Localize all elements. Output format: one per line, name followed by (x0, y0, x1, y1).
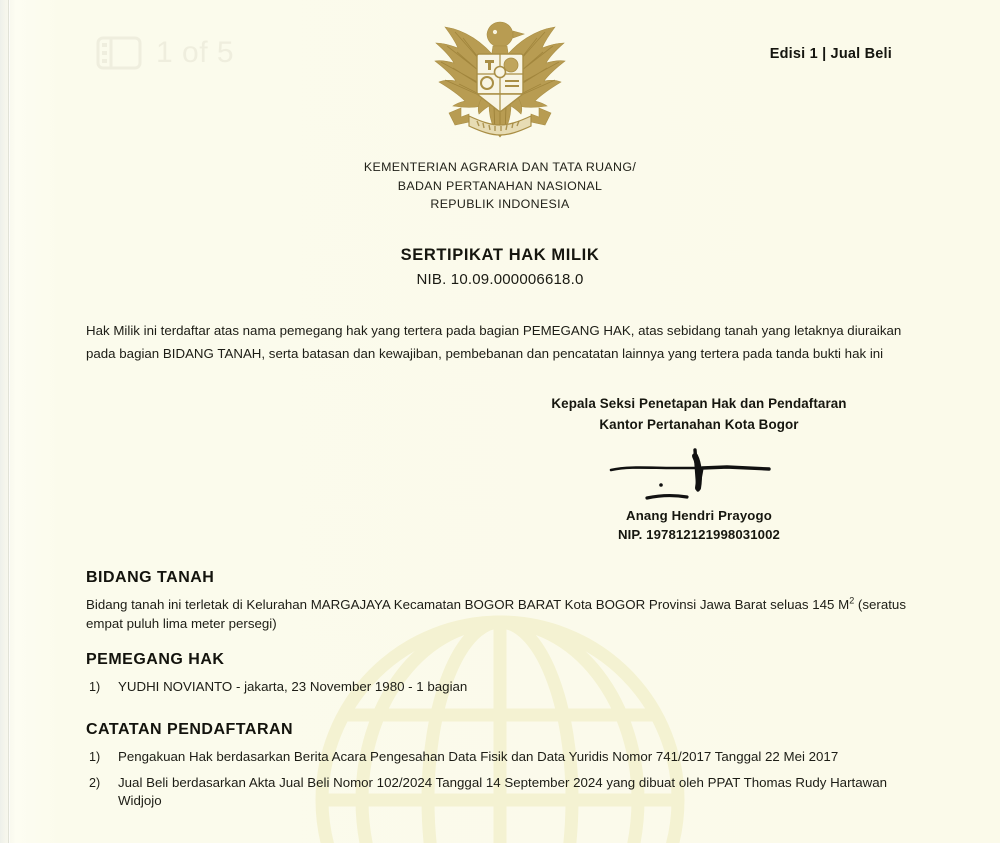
ministry-header (0, 158, 1000, 214)
bidang-tanah-text-before-unit: Bidang tanah ini terletak di Kelurahan MARGAJAYA Kecamatan BOGOR BARAT Kota BOGOR Provinsi Jawa Barat seluas 145 M (86, 597, 850, 612)
officer-nip: NIP. 197812121998031002 (618, 527, 780, 542)
section-heading-pemegang-hak: PEMEGANG HAK (86, 651, 225, 668)
section-heading-bidang-tanah: BIDANG TANAH (86, 569, 215, 586)
area-unit-superscript: 2 (849, 595, 855, 606)
edition-label: Edisi 1 | Jual Beli (769, 46, 892, 62)
list-item-text: Pengakuan Hak berdasarkan Berita Acara Pengesahan Data Fisik dan Data Yuridis Nomor 741/2017 Tanggal 22 Mei 2017 (118, 749, 839, 764)
section-catatan-pendaftaran (86, 721, 912, 811)
section-pemegang-hak (86, 651, 912, 697)
list-item (86, 748, 912, 767)
handwritten-signature (549, 444, 849, 506)
certificate-nib: NIB. 10.09.000006618.0 (416, 271, 584, 288)
garuda-pancasila-emblem (425, 8, 575, 144)
pemegang-hak-list (86, 678, 912, 697)
page-indicator[interactable] (96, 36, 234, 70)
section-bidang-tanah (86, 569, 912, 633)
certificate-title: SERTIPIKAT HAK MILIK (400, 246, 600, 264)
signature-block (549, 393, 849, 544)
bidang-tanah-text-after-unit: (seratus empat puluh lima meter persegi) (86, 597, 906, 631)
bidang-tanah-description (86, 596, 912, 633)
pages-thumbnail-icon (96, 36, 142, 70)
scan-edge-highlight (9, 0, 10, 843)
signing-office-line-2: Kantor Pertanahan Kota Bogor (599, 417, 799, 432)
catatan-pendaftaran-list (86, 748, 912, 811)
list-item-marker: 2) (89, 775, 101, 790)
list-item (86, 774, 912, 811)
list-item-text: YUDHI NOVIANTO - jakarta, 23 November 1980 - 1 bagian (118, 679, 468, 694)
page-indicator-label: 1 of 5 (156, 36, 235, 69)
section-heading-catatan-pendaftaran: CATATAN PENDAFTARAN (86, 721, 294, 738)
signing-office-line-1: Kepala Seksi Penetapan Hak dan Pendaftaran (551, 396, 847, 411)
ministry-line-2: BADAN PERTANAHAN NASIONAL (397, 178, 603, 193)
list-item-marker: 1) (89, 680, 101, 694)
list-item-marker: 1) (89, 750, 101, 764)
intro-paragraph: Hak Milik ini terdaftar atas nama pemegang hak yang tertera pada bagian PEMEGANG HAK, atas sebidang tanah yang letaknya diuraikan pada bagian BIDANG TANAH, serta batasan dan kewajiban, pembebanan dan pencatatan lainnya yang tertera pada tanda bukti hak ini (86, 323, 902, 362)
ministry-line-1: KEMENTERIAN AGRARIA DAN TATA RUANG/ (363, 160, 637, 174)
ministry-line-3: REPUBLIK INDONESIA (430, 197, 570, 211)
officer-name: Anang Hendri Prayogo (626, 508, 772, 523)
list-item (86, 678, 912, 697)
list-item-text: Jual Beli berdasarkan Akta Jual Beli Nomor 102/2024 Tanggal 14 September 2024 yang dibuat oleh PPAT Thomas Rudy Hartawan Widjojo (118, 774, 887, 808)
